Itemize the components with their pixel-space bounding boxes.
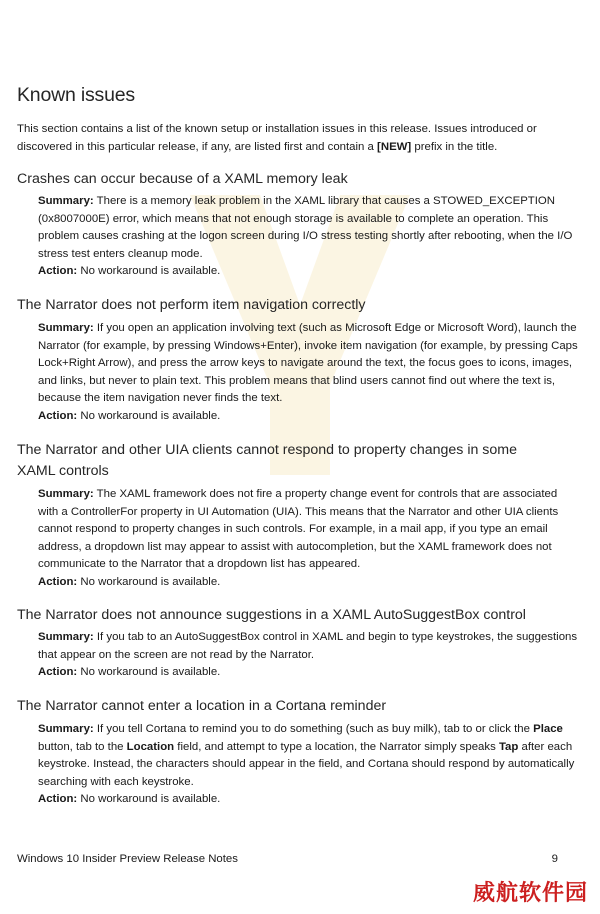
issue-action xyxy=(38,408,578,426)
issue-heading: The Narrator and other UIA clients cannot respond to property changes in some XAML controls xyxy=(17,442,517,479)
footer-document-title: Windows 10 Insider Preview Release Notes xyxy=(17,853,238,865)
new-tag: [NEW] xyxy=(377,141,412,153)
issue-action xyxy=(38,574,578,592)
action-text: No workaround is available. xyxy=(77,666,221,679)
issue-body xyxy=(38,721,578,809)
issue-summary xyxy=(38,193,578,263)
summary-text: If you open an application involving text (such as Microsoft Edge or Microsoft Word), launch the Narrator (for example, by pressing Windows+Enter), invoke item navigation (for example, by pressing Caps Lock+Right Arrow), and press the arrow keys to navigate around the text, the focus goes to icons, images, and links, but never to plain text. This problem means that blind users cannot find out where the text is, because the item navigation never finds the text. xyxy=(38,322,578,405)
action-text: No workaround is available. xyxy=(77,265,221,278)
summary-label: Summary: xyxy=(38,488,94,500)
page-title: Known issues xyxy=(17,84,135,106)
summary-text: There is a memory leak problem in the XAML library that causes a STOWED_EXCEPTION (0x8007000E) error, which means that not enough storage is available to complete an operation. This problem causes crashing at the logon screen during I/O stress testing shortly after rebooting, when the I/O stress test enters cleanup mode. xyxy=(38,195,573,260)
action-text: No workaround is available. xyxy=(77,793,221,806)
action-text: No workaround is available. xyxy=(77,409,221,422)
summary-text: If you tab to an AutoSuggestBox control in XAML and begin to type keystrokes, the suggestions that appear on the screen are not read by the Narrator. xyxy=(38,631,578,661)
ui-term-tap: Tap xyxy=(498,740,519,753)
issue-body xyxy=(38,629,578,682)
action-label: Action: xyxy=(38,265,78,278)
action-label: Action: xyxy=(38,666,78,679)
issue-action xyxy=(38,263,578,281)
issue-heading: The Narrator cannot enter a location in a Cortana reminder xyxy=(17,698,387,714)
action-label: Action: xyxy=(38,575,78,588)
action-text: No workaround is available. xyxy=(77,575,221,588)
issue-action xyxy=(38,791,578,809)
issue-summary xyxy=(38,486,578,574)
summary-text: The XAML framework does not fire a property change event for controls that are associated with a ControllerFor property in UI Automation (UIA). This means that the Narrator and other UIA clients cannot respond to property changes in such controls. For example, in a mail app, if you type an email address, a dropdown list may appear to assist with autocompletion, but the XAML framework does not communicate to the Narrator that a dropdown list has appeared. xyxy=(38,488,559,571)
issue-heading: The Narrator does not perform item navigation correctly xyxy=(17,297,366,313)
intro-text-start: This section contains a list of the known setup or installation issues in this release. Issues introduced or discovered in this particular release, if any, are listed first and contain a xyxy=(17,123,537,153)
issue-summary xyxy=(38,320,578,408)
ui-term-location: Location xyxy=(126,740,175,753)
summary-text: button, tab to the xyxy=(38,740,127,753)
summary-label: Summary: xyxy=(38,195,94,207)
issue-heading: Crashes can occur because of a XAML memory leak xyxy=(17,171,348,187)
summary-text: field, and attempt to type a location, the Narrator simply speaks xyxy=(174,740,499,753)
action-label: Action: xyxy=(38,793,78,806)
summary-text: If you tell Cortana to remind you to do something (such as buy milk), tab to or click the xyxy=(93,723,534,735)
footer-page-number: 9 xyxy=(551,853,558,865)
intro-text-end: prefix in the title. xyxy=(411,141,498,153)
summary-label: Summary: xyxy=(38,322,94,334)
summary-text: after each keystroke. Instead, the characters should appear in the field, and Cortana should respond by automatically searching with each keystroke. xyxy=(38,740,575,788)
issue-summary xyxy=(38,629,578,664)
action-label: Action: xyxy=(38,409,78,422)
issue-body xyxy=(38,320,578,426)
intro-paragraph xyxy=(17,120,577,156)
ui-term-place: Place xyxy=(533,723,563,735)
issue-body xyxy=(38,193,578,281)
summary-label: Summary: xyxy=(38,631,94,643)
issue-body xyxy=(38,486,578,592)
issue-heading: The Narrator does not announce suggestions in a XAML AutoSuggestBox control xyxy=(17,607,526,623)
issue-action xyxy=(38,664,578,682)
issue-summary xyxy=(38,721,578,791)
summary-label: Summary: xyxy=(38,723,94,735)
site-watermark: 威航软件园 xyxy=(472,881,588,906)
